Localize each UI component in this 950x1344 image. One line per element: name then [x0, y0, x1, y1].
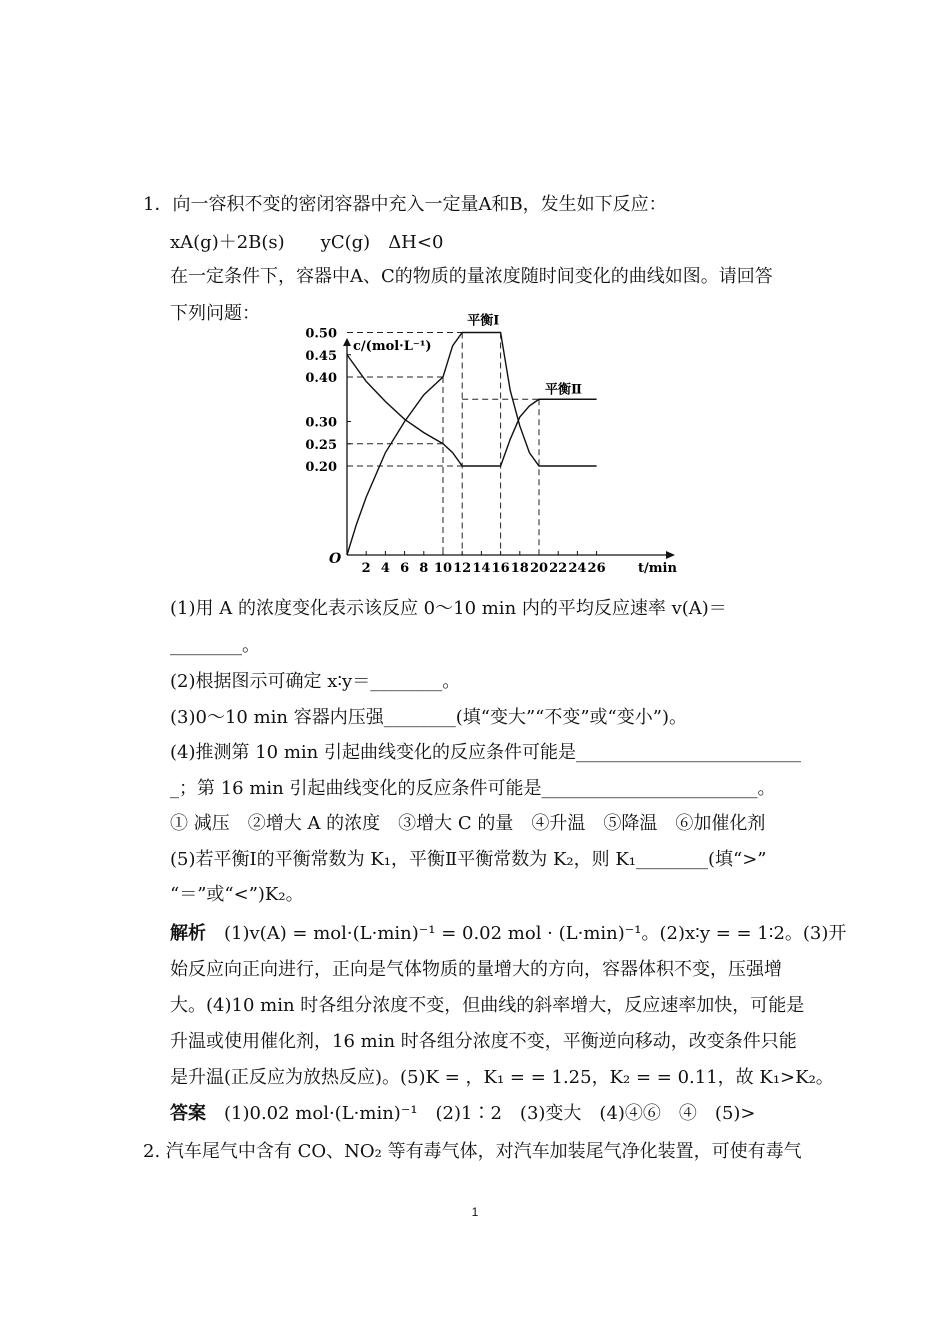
- analysis-text-1: (1)v(A) = mol·(L·min)⁻¹ = 0.02 mol · (L·min)⁻¹。(2)x∶y = = 1∶2。(3)开: [224, 923, 847, 944]
- series-line-C: [347, 333, 597, 556]
- question-desc-line-1: 在一定条件下，容器中A、C的物质的量浓度随时间变化的曲线如图。请回答: [170, 266, 773, 287]
- x-tick-label: 8: [419, 561, 429, 576]
- x-tick-label: 24: [568, 561, 587, 576]
- part-4-line-b: _；第 16 min 引起曲线变化的反应条件可能是________________________。: [170, 778, 776, 799]
- annotation-equilibrium-2: 平衡Ⅱ: [545, 382, 582, 398]
- chart-series: [347, 333, 597, 556]
- series-line-A: [347, 355, 597, 466]
- part-1-line-b: ________。: [170, 635, 260, 656]
- x-axis-label: t/min: [638, 561, 677, 576]
- chart-axes: [343, 333, 675, 560]
- x-tick-label: 26: [587, 561, 606, 576]
- x-tick-label: 16: [491, 561, 510, 576]
- x-tick-label: 12: [453, 561, 472, 576]
- x-tick-label: 18: [510, 561, 529, 576]
- y-tick-label: 0.30: [305, 415, 337, 431]
- question-1-header: 1．向一容积不变的密闭容器中充入一定量A和B，发生如下反应：: [143, 194, 667, 215]
- question-2-header: 2. 汽车尾气中含有 CO、NO₂ 等有毒气体，对汽车加装尾气净化装置，可使有毒气: [143, 1141, 802, 1162]
- y-axis-label: c/(mol·L⁻¹): [353, 339, 432, 354]
- y-tick-label: 0.25: [305, 437, 337, 453]
- analysis-line-3: 大。(4)10 min 时各组分浓度不变，但曲线的斜率增大，反应速率加快，可能是: [170, 995, 805, 1016]
- x-tick-label: 22: [549, 561, 568, 576]
- answer-label: 答案: [170, 1103, 206, 1124]
- x-tick-label: 20: [529, 561, 549, 576]
- part-1-line-a: (1)用 A 的浓度变化表示该反应 0～10 min 内的平均反应速率 v(A)＝: [170, 598, 727, 619]
- part-5-line-a: (5)若平衡Ⅰ的平衡常数为 K₁，平衡Ⅱ平衡常数为 K₂，则 K₁________(填“>”: [170, 849, 767, 870]
- page-number: 1: [471, 1205, 479, 1219]
- answer-line: [170, 1102, 756, 1126]
- part-4-line-a: (4)推测第 10 min 引起曲线变化的反应条件可能是_________________________: [170, 742, 801, 763]
- question-desc-line-2: 下列问题：: [170, 303, 260, 324]
- y-tick-label: 0.20: [305, 460, 337, 475]
- x-tick-label: 10: [433, 561, 453, 576]
- y-axis-arrow: [343, 338, 351, 346]
- analysis-line-5: 是升温(正反应为放热反应)。(5)K = ，K₁ = = 1.25，K₂ = = 0.11，故 K₁>K₂。: [170, 1067, 834, 1088]
- x-axis-arrow: [666, 551, 675, 559]
- analysis-line-2: 始反应向正向进行，正向是气体物质的量增大的方向，容器体积不变，压强增: [170, 959, 782, 980]
- y-tick-label: 0.40: [305, 371, 337, 386]
- origin-label: O: [329, 551, 342, 567]
- answer-text: (1)0.02 mol·(L·min)⁻¹ (2)1∶2 (3)变大 (4)④⑥ ④ (5)>: [224, 1103, 756, 1124]
- y-tick-label: 0.50: [305, 326, 337, 342]
- x-tick-label: 4: [380, 561, 390, 576]
- x-tick-label: 2: [361, 561, 371, 576]
- part-5-line-b: “＝”或“<”)K₂。: [170, 884, 304, 905]
- condition-options: ① 减压 ②增大 A 的浓度 ③增大 C 的量 ④升温 ⑤降温 ⑥加催化剂: [170, 813, 766, 834]
- y-tick-label: 0.45: [305, 348, 337, 364]
- part-2: (2)根据图示可确定 x∶y＝________。: [170, 671, 461, 692]
- analysis-line-1: [170, 922, 846, 946]
- part-3: (3)0～10 min 容器内压强________(填“变大”“不变”或“变小”)。: [170, 707, 687, 728]
- x-tick-label: 6: [400, 561, 410, 576]
- x-tick-label: 14: [472, 561, 491, 576]
- analysis-line-4: 升温或使用催化剂，16 min 时各组分浓度不变，平衡逆向移动，改变条件只能: [170, 1031, 797, 1052]
- analysis-label: 解析: [170, 923, 206, 944]
- concentration-time-chart: [300, 313, 690, 580]
- annotation-equilibrium-1: 平衡Ⅰ: [467, 313, 500, 329]
- reaction-equation: xA(g)＋2B(s) yC(g) ΔH<0: [170, 232, 444, 253]
